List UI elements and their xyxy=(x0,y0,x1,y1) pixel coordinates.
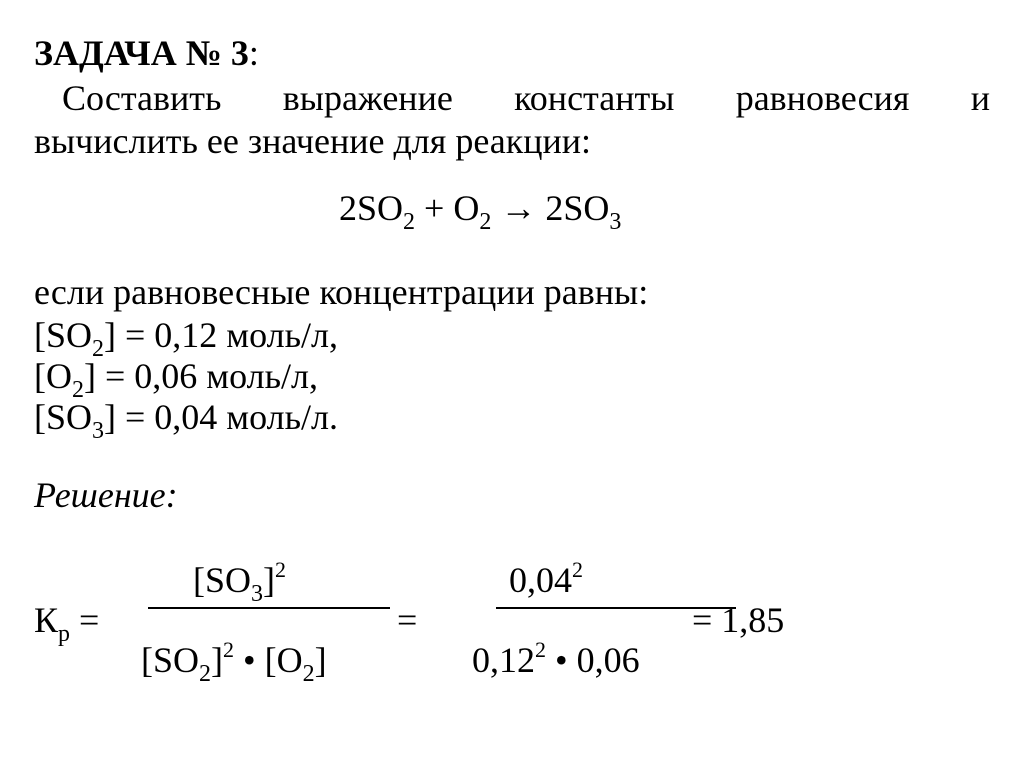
task-statement-line-2: вычислить ее значение для реакции: xyxy=(34,121,592,161)
statement-word: Составить xyxy=(62,78,222,118)
bracket: ] xyxy=(263,560,276,600)
conditions-intro: если равновесные концентрации равны: xyxy=(34,272,649,312)
solution-label: Решение: xyxy=(34,475,178,515)
concentration-value: ] = 0,06 моль/л, xyxy=(84,356,318,396)
concentration-o2 xyxy=(34,356,318,403)
subscript: 3 xyxy=(92,418,105,444)
fraction-1-numerator xyxy=(193,557,287,607)
species: [SO xyxy=(34,315,93,355)
reactant-so2: 2SO xyxy=(339,188,404,228)
statement-word: и xyxy=(970,78,990,118)
subscript: 2 xyxy=(199,661,212,687)
fraction-2-denominator xyxy=(472,637,640,680)
number: 0,12 xyxy=(472,640,535,680)
task-title xyxy=(34,33,259,73)
product-so3: → 2SO xyxy=(491,188,610,228)
subscript: 2 xyxy=(72,377,84,403)
number: 0,04 xyxy=(509,560,572,600)
concentration-so3 xyxy=(34,397,338,444)
concentration-value: ] = 0,04 моль/л. xyxy=(104,397,338,437)
bracket: ] xyxy=(314,640,327,680)
equals-sign: = xyxy=(397,600,418,640)
species: [SO xyxy=(193,560,252,600)
bracket: ] xyxy=(211,640,224,680)
subscript: 2 xyxy=(302,661,315,687)
result-value: = 1,85 xyxy=(692,600,785,640)
subscript: 3 xyxy=(251,581,264,607)
kp-symbol: К xyxy=(34,600,59,640)
statement-word: константы xyxy=(514,78,675,118)
exponent: 2 xyxy=(223,637,235,662)
species: [O xyxy=(34,356,72,396)
number: • 0,06 xyxy=(546,640,640,680)
subscript: р xyxy=(58,621,71,647)
concentration-value: ] = 0,12 моль/л, xyxy=(104,315,338,355)
fraction-1-bar xyxy=(148,607,390,609)
species: [SO xyxy=(34,397,93,437)
subscript: 2 xyxy=(403,209,416,235)
task-title-text: ЗАДАЧА № 3 xyxy=(34,33,249,73)
task-title-colon: : xyxy=(248,33,259,73)
fraction-1-denominator xyxy=(141,637,327,687)
statement-word: равновесия xyxy=(735,78,910,118)
subscript: 3 xyxy=(609,209,622,235)
kp-label xyxy=(34,600,100,647)
subscript: 2 xyxy=(92,336,105,362)
species: [SO xyxy=(141,640,200,680)
exponent: 2 xyxy=(535,637,546,662)
exponent: 2 xyxy=(572,557,583,582)
fraction-2-numerator xyxy=(509,557,583,600)
equals-sign: = xyxy=(70,600,100,640)
exponent: 2 xyxy=(275,557,287,582)
species: • [O xyxy=(234,640,303,680)
task-statement-line-1 xyxy=(34,78,990,118)
concentration-so2 xyxy=(34,315,338,362)
reaction-equation xyxy=(339,188,622,235)
statement-word: выражение xyxy=(282,78,453,118)
subscript: 2 xyxy=(479,209,492,235)
reactant-o2: + O xyxy=(415,188,480,228)
